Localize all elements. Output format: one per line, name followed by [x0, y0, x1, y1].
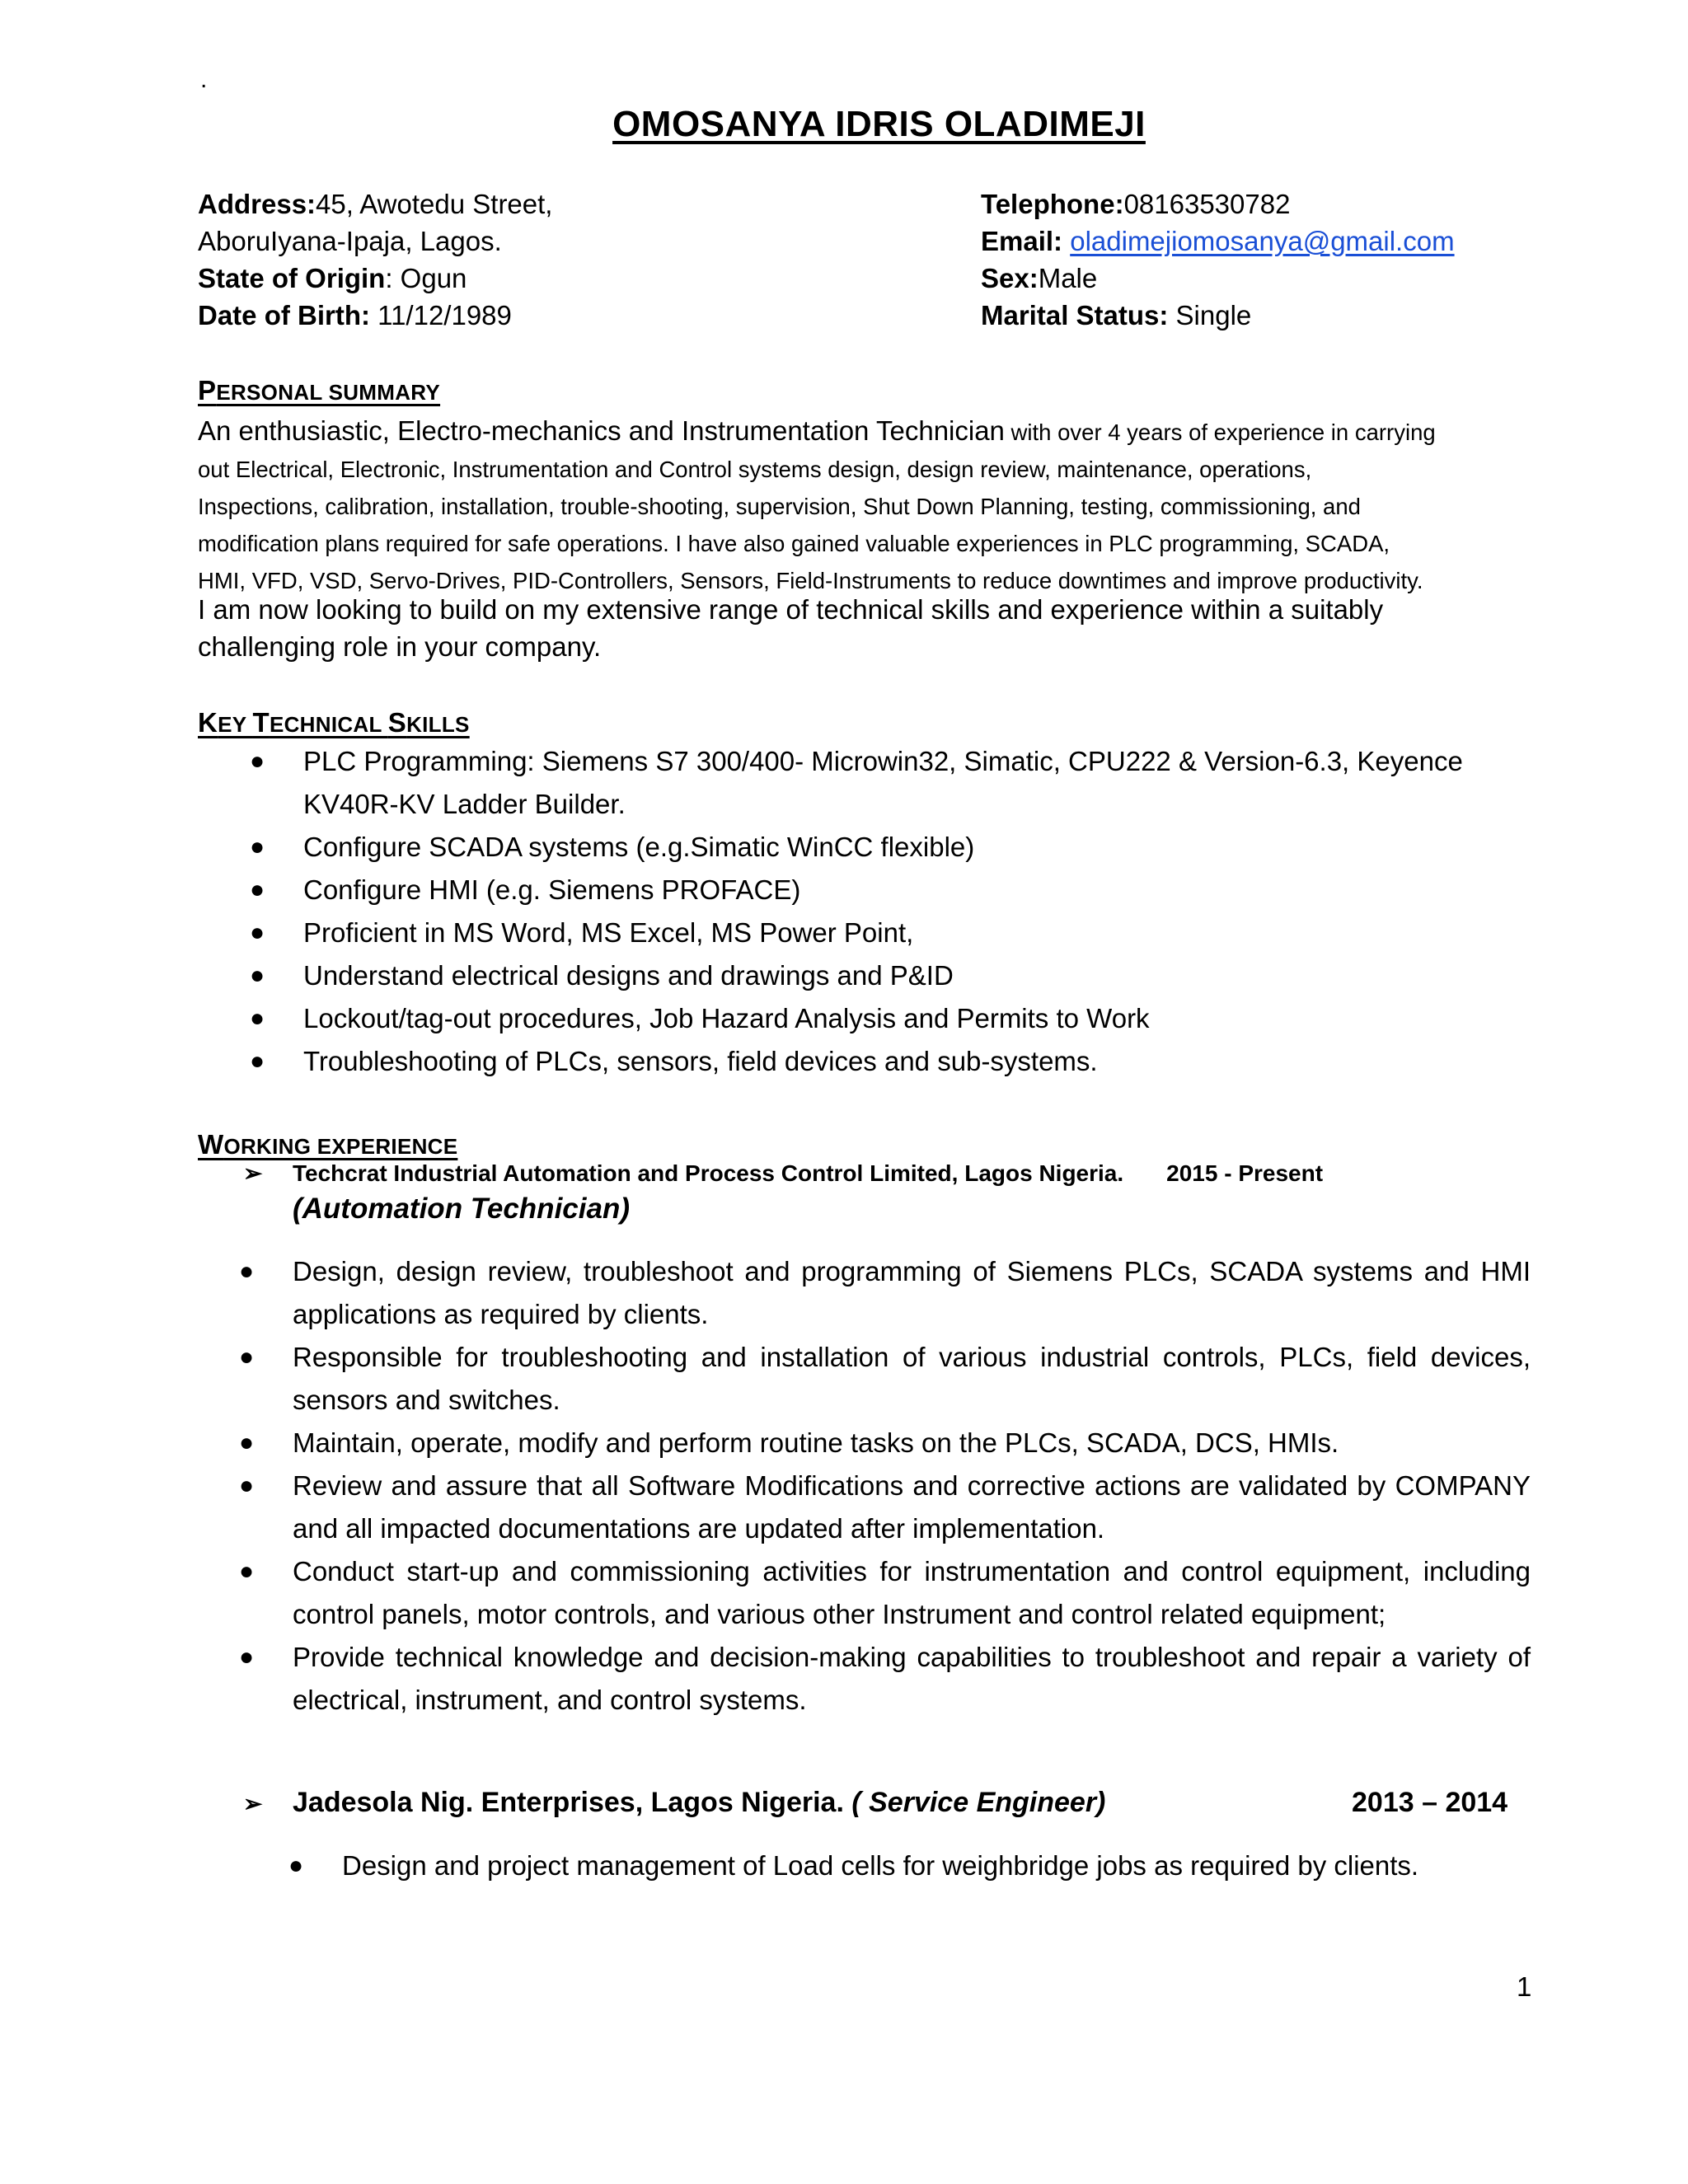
job2-dates: 2013 – 2014 — [1352, 1787, 1508, 1818]
skill-text: Troubleshooting of PLCs, sensors, field devices and sub-systems. — [303, 1046, 1098, 1076]
sex-value: Male — [1038, 263, 1098, 293]
candidate-name: OMOSANYA IDRIS OLADIMEJI — [612, 104, 1146, 144]
bullet-icon: ● — [239, 1429, 255, 1456]
skills-list — [250, 740, 1556, 1083]
telephone-value: 08163530782 — [1123, 189, 1291, 219]
arrow-bullet-icon: ➢ — [243, 1791, 263, 1816]
summary-heading-rest: ERSONAL SUMMARY — [216, 380, 441, 405]
summary-line-3: Inspections, calibration, installation, trouble-shooting, supervision, Shut Down Planning, testing, commissioning, and — [198, 494, 1361, 519]
arrow-bullet-icon: ➢ — [243, 1160, 263, 1186]
address-row — [198, 185, 552, 223]
page-number: 1 — [1517, 1971, 1532, 2002]
summary-heading — [198, 375, 440, 406]
summary-line-1-tail: with over 4 years of experience in carrying — [1004, 419, 1436, 445]
bullet-icon: ● — [239, 1343, 255, 1371]
dob-label: Date of Birth: — [198, 300, 370, 330]
address-line1: 45, Awotedu Street, — [316, 189, 553, 219]
skill-item — [250, 1040, 1556, 1083]
skill-text: Configure SCADA systems (e.g.Simatic WinCC flexible) — [303, 832, 975, 862]
bullet-icon: ● — [239, 1472, 255, 1499]
duty-item — [239, 1422, 1531, 1465]
skills-heading-cap-2: T — [252, 707, 270, 738]
skill-text: Configure HMI (e.g. Siemens PROFACE) — [303, 874, 801, 905]
origin-row — [198, 260, 552, 297]
sex-row — [981, 260, 1455, 297]
skill-item — [250, 954, 1556, 997]
duty-item — [239, 1336, 1531, 1422]
duty-text: Design and project management of Load cells for weighbridge jobs as required by clients. — [342, 1850, 1419, 1881]
skill-item — [250, 869, 1556, 912]
duty-item — [239, 1550, 1531, 1636]
dob-value: 11/12/1989 — [377, 300, 512, 330]
skill-item — [250, 826, 1556, 869]
telephone-row — [981, 185, 1455, 223]
summary-line-1 — [198, 412, 1537, 451]
skill-text: Understand electrical designs and drawings and P&ID — [303, 960, 954, 991]
job1-header — [243, 1160, 1323, 1187]
duty-text: Maintain, operate, modify and perform routine tasks on the PLCs, SCADA, DCS, HMIs. — [293, 1427, 1339, 1458]
summary-line-5: HMI, VFD, VSD, Servo-Drives, PID-Controllers, Sensors, Field-Instruments to reduce downtimes and improve productivity. — [198, 568, 1423, 593]
summary-line-6: I am now looking to build on my extensive range of technical skills and experience within a suitably — [198, 594, 1384, 625]
marital-row — [981, 297, 1455, 334]
origin-label: State of Origin — [198, 263, 386, 293]
job1-company: Techcrat Industrial Automation and Process Control Limited, Lagos Nigeria. — [293, 1160, 1124, 1186]
contact-right-column — [981, 185, 1455, 334]
skills-heading-rest-2: ECHNICAL — [269, 712, 388, 737]
marital-value: Single — [1175, 300, 1252, 330]
bullet-icon: ● — [239, 1643, 255, 1671]
duty-item — [239, 1250, 1531, 1336]
skill-item — [250, 912, 1556, 954]
skills-heading-cap-3: S — [387, 707, 407, 738]
bullet-icon: ● — [250, 919, 265, 946]
job2-title: ( Service Engineer) — [851, 1787, 1106, 1818]
bullet-icon: ● — [250, 748, 265, 775]
job2-duties — [288, 1844, 1537, 1887]
dob-row — [198, 297, 552, 334]
bullet-icon: ● — [250, 962, 265, 989]
summary-line-7: challenging role in your company. — [198, 631, 602, 662]
experience-heading — [198, 1129, 457, 1160]
bullet-icon: ● — [250, 1047, 265, 1075]
skill-item — [250, 740, 1556, 826]
summary-line-2: out Electrical, Electronic, Instrumentation and Control systems design, design review, maintenance, operations, — [198, 457, 1312, 482]
contact-left-column — [198, 185, 552, 334]
email-link[interactable]: oladimejiomosanya@gmail.com — [1070, 226, 1455, 256]
sex-label: Sex: — [981, 263, 1039, 293]
skills-heading-rest-3: KILLS — [406, 712, 470, 737]
experience-heading-rest: ORKING EXPERIENCE — [223, 1134, 458, 1159]
duty-text: Responsible for troubleshooting and installation of various industrial controls, PLCs, field devices, sensors and switches. — [293, 1342, 1531, 1415]
duty-text: Review and assure that all Software Modifications and corrective actions are validated by COMPANY and all impacted documentations are updated after implementation. — [293, 1470, 1531, 1544]
marital-label: Marital Status: — [981, 300, 1169, 330]
duty-item — [239, 1636, 1531, 1722]
summary-line-4: modification plans required for safe operations. I have also gained valuable experiences in PLC programming, SCADA, — [198, 531, 1390, 556]
bullet-icon: ● — [288, 1852, 304, 1879]
summary-text — [198, 412, 1537, 665]
email-label: Email: — [981, 226, 1063, 256]
bullet-icon: ● — [250, 833, 265, 860]
top-mark: . — [200, 66, 208, 93]
bullet-icon: ● — [239, 1558, 255, 1585]
bullet-icon: ● — [250, 876, 265, 903]
skills-heading — [198, 707, 470, 738]
job2-header — [243, 1787, 1105, 1819]
skill-item — [250, 997, 1556, 1040]
job2-company: Jadesola Nig. Enterprises, Lagos Nigeria. — [293, 1787, 844, 1818]
summary-line-1-lead: An enthusiastic, Electro-mechanics and Instrumentation Technician — [198, 415, 1005, 446]
skill-text: Lockout/tag-out procedures, Job Hazard Analysis and Permits to Work — [303, 1003, 1150, 1033]
origin-value: : Ogun — [385, 263, 467, 293]
skill-text: Proficient in MS Word, MS Excel, MS Power Point, — [303, 917, 914, 948]
experience-heading-cap: W — [198, 1129, 224, 1160]
bullet-icon: ● — [250, 1005, 265, 1032]
telephone-label: Telephone: — [981, 189, 1124, 219]
email-row — [981, 223, 1455, 260]
address-label: Address: — [198, 189, 316, 219]
address-line2: AboruIyana-Ipaja, Lagos. — [198, 226, 502, 256]
job1-title: (Automation Technician) — [293, 1193, 630, 1225]
duty-item — [288, 1844, 1537, 1887]
summary-heading-cap: P — [198, 375, 217, 405]
skills-heading-cap-1: K — [198, 707, 218, 738]
job1-dates: 2015 - Present — [1166, 1160, 1324, 1186]
bullet-icon: ● — [239, 1258, 255, 1285]
duty-text: Conduct start-up and commissioning activities for instrumentation and control equipment, including control panels, motor controls, and various other Instrument and control related equipment; — [293, 1556, 1531, 1629]
job1-duties — [239, 1250, 1531, 1722]
skills-heading-rest-1: EY — [218, 712, 253, 737]
duty-item — [239, 1465, 1531, 1550]
skill-text: PLC Programming: Siemens S7 300/400- Microwin32, Simatic, CPU222 & Version-6.3, Keyence KV40R-KV Ladder Builder. — [303, 746, 1463, 819]
duty-text: Design, design review, troubleshoot and programming of Siemens PLCs, SCADA systems and HMI applications as required by clients. — [293, 1256, 1531, 1329]
duty-text: Provide technical knowledge and decision-making capabilities to troubleshoot and repair a variety of electrical, instrument, and control systems. — [293, 1642, 1531, 1715]
